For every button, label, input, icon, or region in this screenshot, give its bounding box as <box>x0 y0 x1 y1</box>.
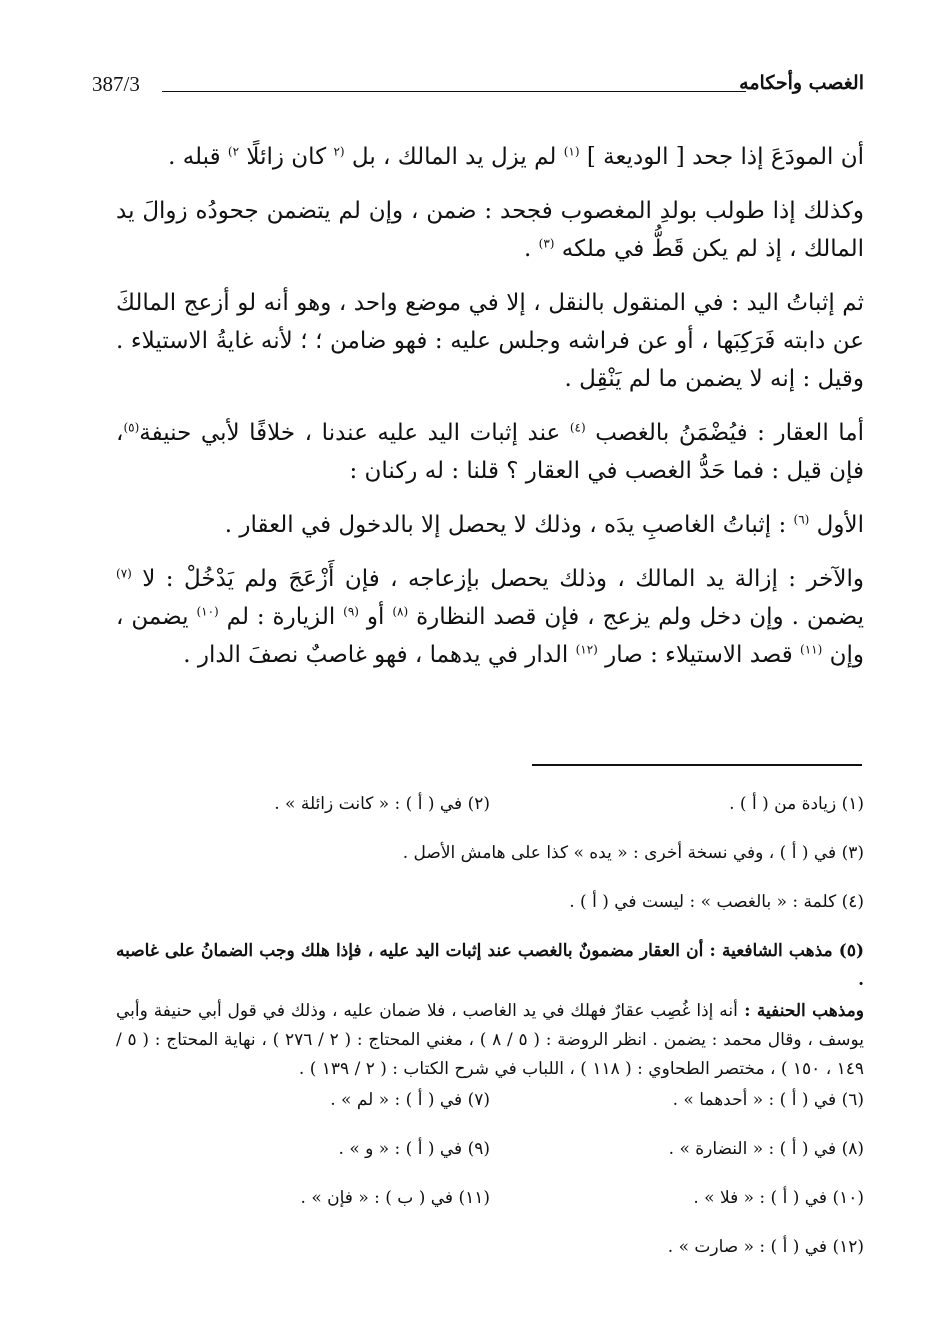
text-segment: . <box>524 236 539 262</box>
footnote-9: (٩) في ( أ ) : « و » . <box>338 1139 490 1159</box>
paragraph-5 <box>116 506 864 544</box>
page-header <box>92 72 864 106</box>
text-segment: الزيارة : لم <box>218 604 344 630</box>
text-segment: قصد الاستيلاء : صار <box>597 642 801 668</box>
footnote-marker: (٨) <box>392 604 409 619</box>
text-segment: أو <box>358 604 393 630</box>
footnote-7: (٧) في ( أ ) : « لم » . <box>330 1090 490 1110</box>
text-segment: عند إثبات اليد عليه عندنا ، خلافًا لأبي حنيفة <box>139 420 570 446</box>
text-segment: الدار في يدهما ، فهو غاصبٌ نصفَ الدار . <box>183 642 576 668</box>
text-segment: ثم إثباتُ اليد : في المنقول بالنقل ، إلا في موضع واحد ، وهو أنه لو أزعج المالكَ عن دابته فَرَكِبَها ، أو عن فراشه وجلس عليه : فهو ضامن ؛ ؛ لأنه غايةُ الاستيلاء . وقيل : إنه لا يضمن ما لم يَنْقِل . <box>116 290 864 392</box>
footnote-5b-label: ومذهب الحنفية : <box>737 1001 865 1021</box>
footnote-row <box>116 1184 864 1213</box>
footnote-row <box>116 790 864 819</box>
footnote-10: (١٠) في ( أ ) : « فلا » . <box>693 1188 864 1208</box>
footnote-6: (٦) في ( أ ) : « أحدهما » . <box>672 1090 864 1110</box>
footnote-row <box>116 1135 864 1164</box>
footnote-marker: (٤) <box>569 420 586 435</box>
text-segment: والآخر : إزالة يد المالك ، وذلك يحصل بإزعاجه ، فإن أَزْعَجَ ولم يَدْخُلْ : لا <box>131 566 864 592</box>
footnote-5-text: أن العقار مضمونٌ بالغصب عند إثبات اليد عليه ، فإذا هلك وجب الضمانُ على غاصبه . <box>116 941 864 990</box>
text-segment: لم يزل يد المالك ، بل <box>344 144 564 170</box>
text-segment: أما العقار : فيُضْمَنُ بالغصب <box>585 420 864 446</box>
footnote-marker: (٢ <box>333 144 345 159</box>
footnote-marker: (٥) <box>123 420 140 435</box>
footnote-marker: (١١) <box>800 642 823 657</box>
footnote-row <box>116 1086 864 1115</box>
footnote-marker: (٦) <box>793 512 810 527</box>
footnote-marker: (١٠) <box>196 604 219 619</box>
text-segment: وكذلك إذا طولب بولدِ المغصوب فجحد : ضمن ، وإن لم يتضمن جحودُه زوالَ يد المالك ، إذ لم يكن قَطُّ في ملكه <box>116 198 864 262</box>
text-segment: : إثباتُ الغاصبِ يدَه ، وذلك لا يحصل إلا بالدخول في العقار . <box>224 512 794 538</box>
main-text <box>116 138 864 690</box>
footnote-12: (١٢) في ( أ ) : « صارت » . <box>667 1237 864 1257</box>
text-segment: يضمن ، وإن <box>116 604 864 668</box>
footnote-5-label: (٥) مذهب الشافعية : <box>703 941 865 961</box>
footnote-4: (٤) كلمة : « بالغصب » : ليست في ( أ ) . <box>569 892 864 912</box>
footnote-marker: (٣) <box>538 236 555 251</box>
text-segment: الأول <box>809 512 864 538</box>
paragraph-2 <box>116 192 864 268</box>
running-title: الغصب وأحكامه <box>739 72 864 94</box>
footnote-1: (١) زيادة من ( أ ) . <box>729 794 864 814</box>
footnote-separator <box>532 764 862 766</box>
paragraph-3 <box>116 284 864 398</box>
header-rule <box>162 91 746 92</box>
footnote-marker: ٢) <box>227 144 240 159</box>
footnote-11: (١١) في ( ب ) : « فإن » . <box>300 1188 490 1208</box>
footnote-3: (٣) في ( أ ) ، وفي نسخة أخرى : « يده » كذا على هامش الأصل . <box>402 843 864 863</box>
paragraph-1 <box>116 138 864 176</box>
text-segment: كان زائلًا <box>239 144 334 170</box>
paragraph-4 <box>116 414 864 490</box>
footnote-5b-text: أنه إذا غُصِب عقارٌ فهلك في يد الغاصب ، فلا ضمان عليه ، وذلك في قول أبي حنيفة وأبي يوسف ، وقال محمد : يضمن . انظر الروضة : ( ٥ / ٨ ) ، مغني المحتاج : ( ٢ / ٢٧٦ ) ، نهاية المحتاج : ( ٥ / ١٤٩ ، ١٥٠ ) ، مختصر الطحاوي : ( ١١٨ ) ، اللباب في شرح الكتاب : ( ٢ / ١٣٩ ) . <box>116 1001 864 1079</box>
footnote-marker: (٧) <box>116 566 132 581</box>
footnotes <box>116 790 864 1282</box>
footnote-5 <box>116 937 864 995</box>
footnote-marker: (٩) <box>343 604 359 619</box>
text-segment: أن المودَعَ إذا جحد [ الوديعة ] <box>579 144 864 170</box>
footnote-8: (٨) في ( أ ) : « النضارة » . <box>668 1139 864 1159</box>
footnote-2: (٢) في ( أ ) : « كانت زائلة » . <box>274 794 490 814</box>
text-segment: ، فإن قيل : فما حَدُّ الغصب في العقار ؟ قلنا : له ركنان : <box>116 420 864 484</box>
footnote-marker: (١٢) <box>575 642 598 657</box>
page-number: 387/3 <box>92 72 140 96</box>
paragraph-6 <box>116 560 864 674</box>
footnote-5-continued <box>116 997 864 1084</box>
footnote-marker: (١) <box>563 144 580 159</box>
text-segment: قبله . <box>168 144 228 170</box>
text-segment: يضمن . وإن دخل ولم يزعج ، فإن قصد النظارة <box>408 604 864 630</box>
